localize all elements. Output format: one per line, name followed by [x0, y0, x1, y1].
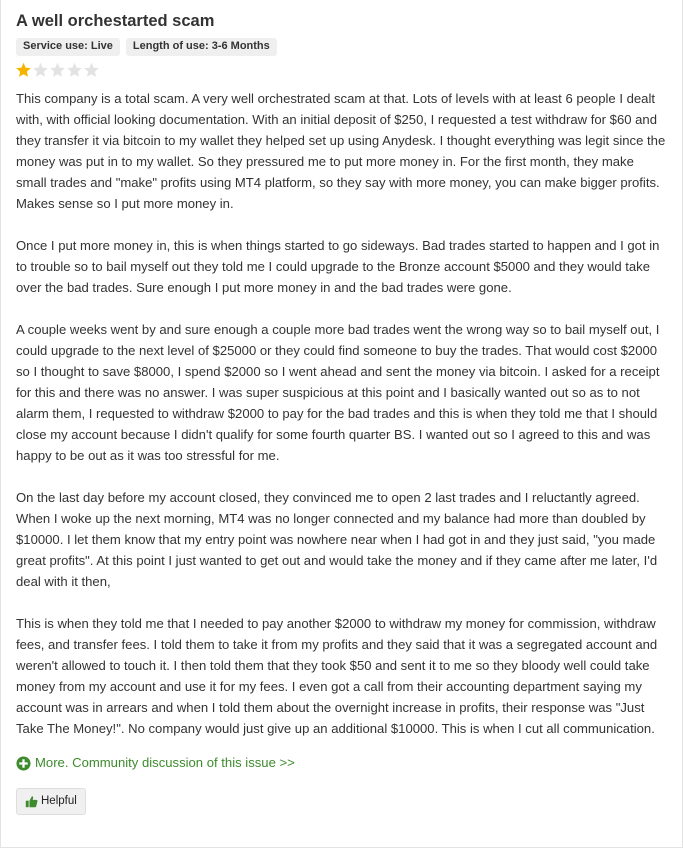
star-empty-icon — [32, 62, 49, 78]
review-title: A well orchestarted scam — [16, 12, 215, 30]
review-tags — [16, 38, 668, 56]
helpful-button[interactable] — [16, 788, 86, 815]
review-paragraph: This company is a total scam. A very well orchestrated scam at that. Lots of levels with at least 6 people I dealt with, with official looking documentation. With an initial deposit of $250, I requested a test withdraw for $60 and they transfer it via bitcoin to my wallet they helped set up using Anydesk. I thought everything was legit since the money was put in to my wallet. So they pressured me to put more money in. For the first month, they make small trades and "make" profits using MT4 platform, so they say with more money, you can make bigger profits. Makes sense so I put more money in. — [16, 91, 666, 211]
review-paragraph: Once I put more money in, this is when things started to go sideways. Bad trades started to happen and I got in to trouble so to bail myself out they told me I could upgrade to the Bronze account $5000 and they would take over the bad trades. Sure enough I put more money in and the bad trades were gone. — [16, 238, 660, 295]
community-discussion-label: More. Community discussion of this issue >> — [35, 755, 295, 770]
review-paragraph: This is when they told me that I needed to pay another $2000 to withdraw my money for commission, withdraw fees, and transfer fees. I told them to take it from my profits and they said that it was a segregated account and weren't allowed to touch it. I then told them that they took $50 and sent it to me so they bloody well could take money from my account and use it for my fees. I even got a call from their accounting department saying my account was in arrears and when I told them about the overnight increase in profits, their response was "Just Take The Money!". No company would just give up an additional $10000. This is when I cut all communication. — [16, 616, 658, 736]
tag-length-of-use: Length of use: 3-6 Months — [126, 38, 277, 56]
review-body — [16, 88, 668, 739]
star-empty-icon — [66, 62, 83, 78]
review-paragraph: A couple weeks went by and sure enough a couple more bad trades went the wrong way so to bail myself out, I could upgrade to the next level of $25000 or they could find someone to buy the trades. That would cost $2000 so I thought to save $8000, I spend $2000 so I went ahead and sent the money via bitcoin. I asked for a receipt for this and there was no answer. I was super suspicious at this point and I basically wanted out so as to not alarm them, I requested to withdraw $2000 to pay for the bad trades and this is when they told me that I should close my account because I didn't qualify for some fourth quarter BS. I wanted out so I agreed to this and was happy to be out as it was too stressful for me. — [16, 322, 660, 463]
star-empty-icon — [83, 62, 100, 78]
star-empty-icon — [49, 62, 66, 78]
review-card — [16, 10, 668, 815]
tag-service-use: Service use: Live — [16, 38, 120, 56]
star-rating — [15, 62, 668, 78]
star-filled-icon — [15, 62, 32, 78]
thumbs-up-icon — [25, 795, 38, 808]
helpful-label: Helpful — [41, 795, 77, 807]
community-discussion-link[interactable] — [16, 754, 668, 772]
plus-circle-icon — [16, 756, 31, 771]
review-paragraph: On the last day before my account closed, they convinced me to open 2 last trades and I reluctantly agreed. When I woke up the next morning, MT4 was no longer connected and my balance had more than doubled by $10000. I let them know that my entry point was nowhere near when I had got in and they just said, "you made great profits". At this point I just wanted to get out and would take the money and if they came after me later, I'd deal with it then, — [16, 490, 658, 589]
